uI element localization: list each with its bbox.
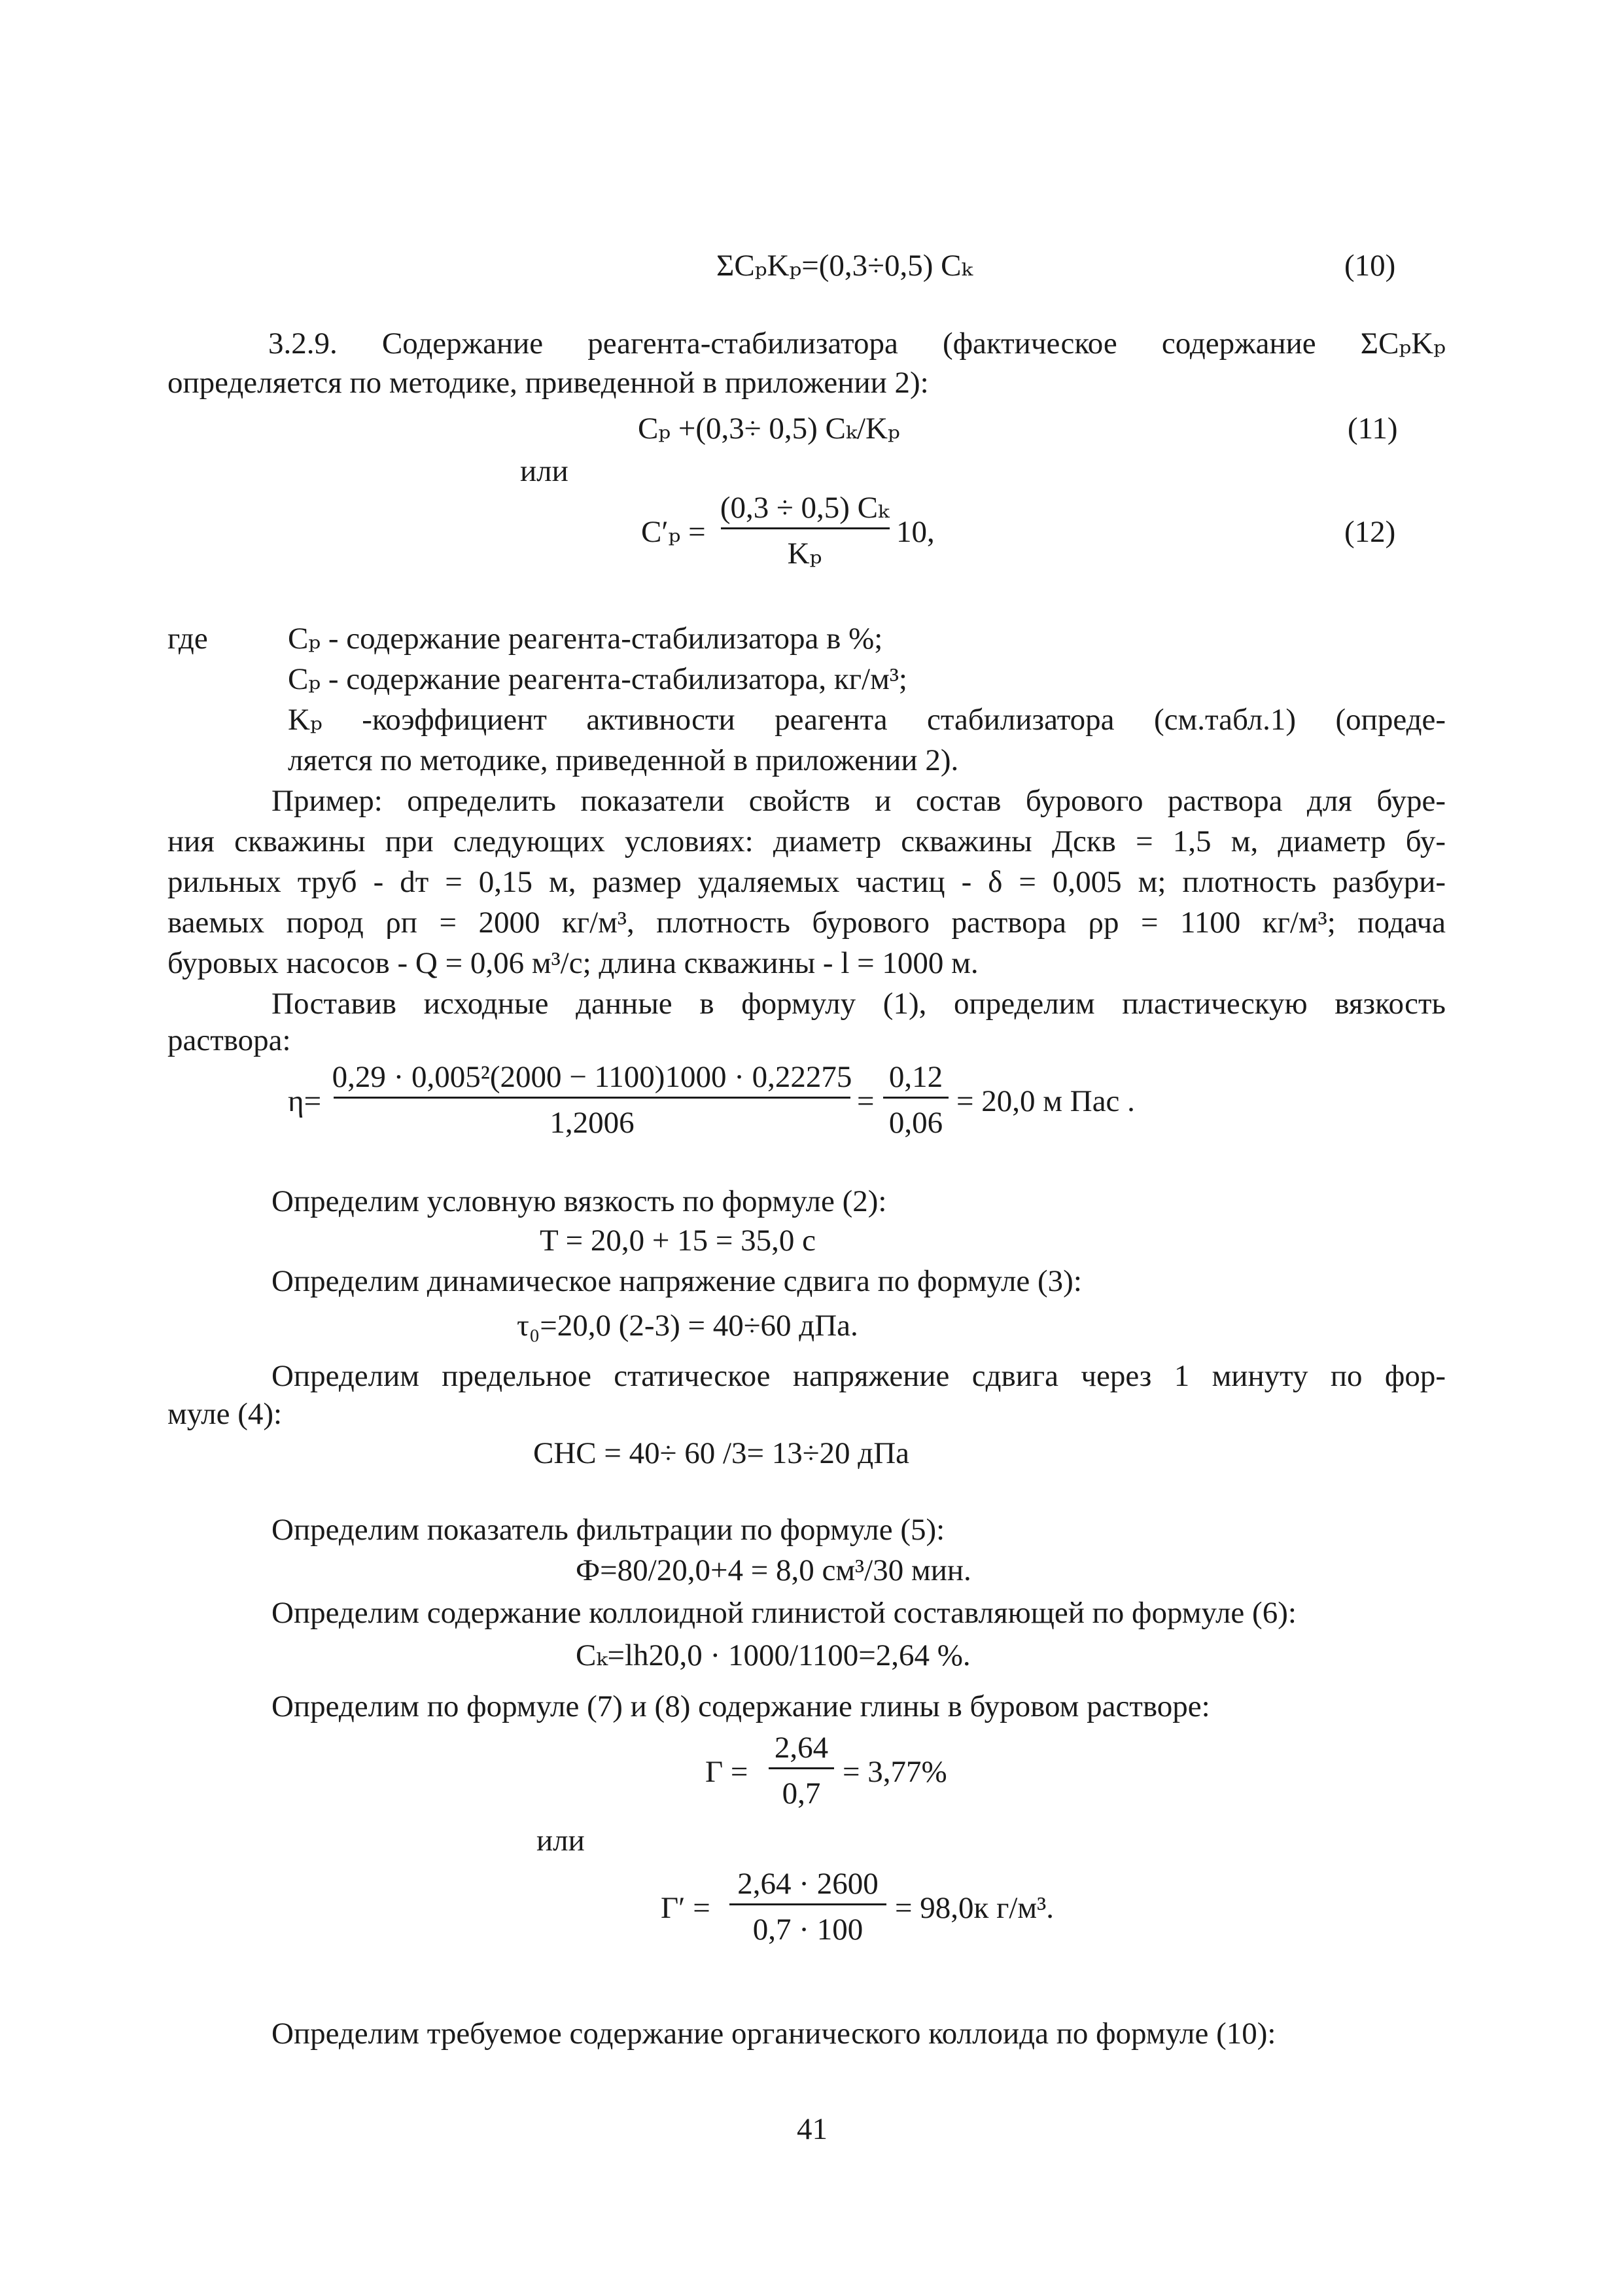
- definition-item: Cₚ - содержание реагента-стабилизатора, кг/м³;: [288, 662, 907, 696]
- formula-g-prime-denominator: 0,7 · 100: [752, 1913, 864, 1947]
- formula-eta-fraction-bar-1: [334, 1097, 850, 1099]
- step-label: Определим показатель фильтрации по формуле (5):: [271, 1513, 945, 1547]
- formula-eta-numerator-2: 0,12: [888, 1060, 943, 1094]
- formula-eta-equals: =: [857, 1084, 875, 1118]
- example-intro-line-2: раствора:: [167, 1023, 291, 1057]
- paragraph-3-2-9-line-2: определяется по методике, приведенной в приложении 2):: [167, 366, 929, 400]
- formula-12-numerator: (0,3 ÷ 0,5) Cₖ: [720, 491, 890, 525]
- page-number: 41: [797, 2112, 828, 2146]
- formula-g-denominator: 0,7: [782, 1776, 821, 1810]
- step-label: Определим условную вязкость по формуле (2):: [271, 1184, 887, 1218]
- formula-g-prime-fraction-bar: [729, 1903, 886, 1905]
- step-label: Определим предельное статическое напряжение сдвига через 1 минуту по фор-: [271, 1359, 1446, 1393]
- step-label: Определим по формуле (7) и (8) содержание глины в буровом растворе:: [271, 1689, 1210, 1723]
- step-formula: СНС = 40÷ 60 /3= 13÷20 дПа: [533, 1436, 910, 1470]
- formula-g-numerator: 2,64: [774, 1731, 829, 1765]
- formula-g-prime-numerator: 2,64 · 2600: [737, 1867, 879, 1901]
- formula-11: Cₚ +(0,3÷ 0,5) Cₖ/Kₚ: [638, 412, 900, 446]
- formula-12-tail: 10,: [896, 515, 935, 549]
- or-label-1: или: [520, 454, 568, 488]
- formula-g-prime-lhs: Г′ =: [661, 1891, 710, 1925]
- example-intro-line-1: Поставив исходные данные в формулу (1), определим пластическую вязкость: [271, 987, 1446, 1021]
- example-line: Пример: определить показатели свойств и состав бурового раствора для буре-: [271, 784, 1446, 818]
- definition-item: Kₚ -коэффициент активности реагента стабилизатора (см.табл.1) (опреде-: [288, 703, 1446, 737]
- formula-g-lhs: Г =: [705, 1755, 748, 1789]
- step-label: Определим динамическое напряжение сдвига по формуле (3):: [271, 1264, 1082, 1298]
- step-formula: Cₖ=lh20,0 · 1000/1100=2,64 %.: [576, 1638, 971, 1672]
- formula-eta-denominator-2: 0,06: [888, 1106, 943, 1140]
- formula-12-denominator: Kₚ: [787, 537, 822, 571]
- step-formula: Ф=80/20,0+4 = 8,0 см³/30 мин.: [576, 1553, 971, 1587]
- formula-g-result: = 3,77%: [843, 1755, 947, 1789]
- paragraph-3-2-9-line-1: 3.2.9. Содержание реагента-стабилизатора (фактическое содержание ΣCₚKₚ: [268, 327, 1446, 361]
- formula-g-prime-result: = 98,0к г/м³.: [895, 1891, 1055, 1925]
- formula-eta-lhs: η=: [288, 1084, 322, 1118]
- equation-number-11: (11): [1348, 412, 1398, 446]
- definition-item: ляется по методике, приведенной в приложении 2).: [288, 743, 959, 777]
- formula-12-lhs: C′ₚ =: [641, 515, 706, 549]
- example-line: ния скважины при следующих условиях: диаметр скважины Дскв = 1,5 м, диаметр бу-: [167, 824, 1446, 858]
- step-formula: τ₀=20,0 (2-3) = 40÷60 дПа.: [517, 1309, 858, 1343]
- equation-number-12: (12): [1344, 515, 1396, 549]
- or-label-2: или: [536, 1824, 585, 1858]
- formula-g-fraction-bar: [769, 1767, 834, 1769]
- formula-eta-numerator-1: 0,29 · 0,005²(2000 − 1100)1000 · 0,22275: [332, 1060, 852, 1094]
- where-label: где: [167, 622, 208, 656]
- step-label-continued: муле (4):: [167, 1397, 283, 1431]
- example-line: ваемых пород ρп = 2000 кг/м³, плотность бурового раствора ρр = 1100 кг/м³; подача: [167, 906, 1446, 940]
- formula-eta-denominator-1: 1,2006: [550, 1106, 635, 1140]
- step-formula: T = 20,0 + 15 = 35,0 с: [540, 1224, 816, 1258]
- example-line: буровых насосов - Q = 0,06 м³/с; длина скважины - l = 1000 м.: [167, 946, 979, 980]
- formula-eta-result: = 20,0 м Пас .: [956, 1084, 1135, 1118]
- equation-number-10: (10): [1344, 249, 1396, 283]
- final-line: Определим требуемое содержание органического коллоида по формуле (10):: [271, 2017, 1276, 2051]
- definition-item: Cₚ - содержание реагента-стабилизатора в %;: [288, 622, 883, 656]
- step-label: Определим содержание коллоидной глинистой составляющей по формуле (6):: [271, 1596, 1297, 1630]
- formula-eta-fraction-bar-2: [883, 1097, 949, 1099]
- formula-12-fraction-bar: [721, 527, 890, 529]
- example-line: рильных труб - dт = 0,15 м, размер удаляемых частиц - δ = 0,005 м; плотность разбури-: [167, 865, 1446, 899]
- formula-10: ΣCₚKₚ=(0,3÷0,5) Cₖ: [716, 249, 973, 283]
